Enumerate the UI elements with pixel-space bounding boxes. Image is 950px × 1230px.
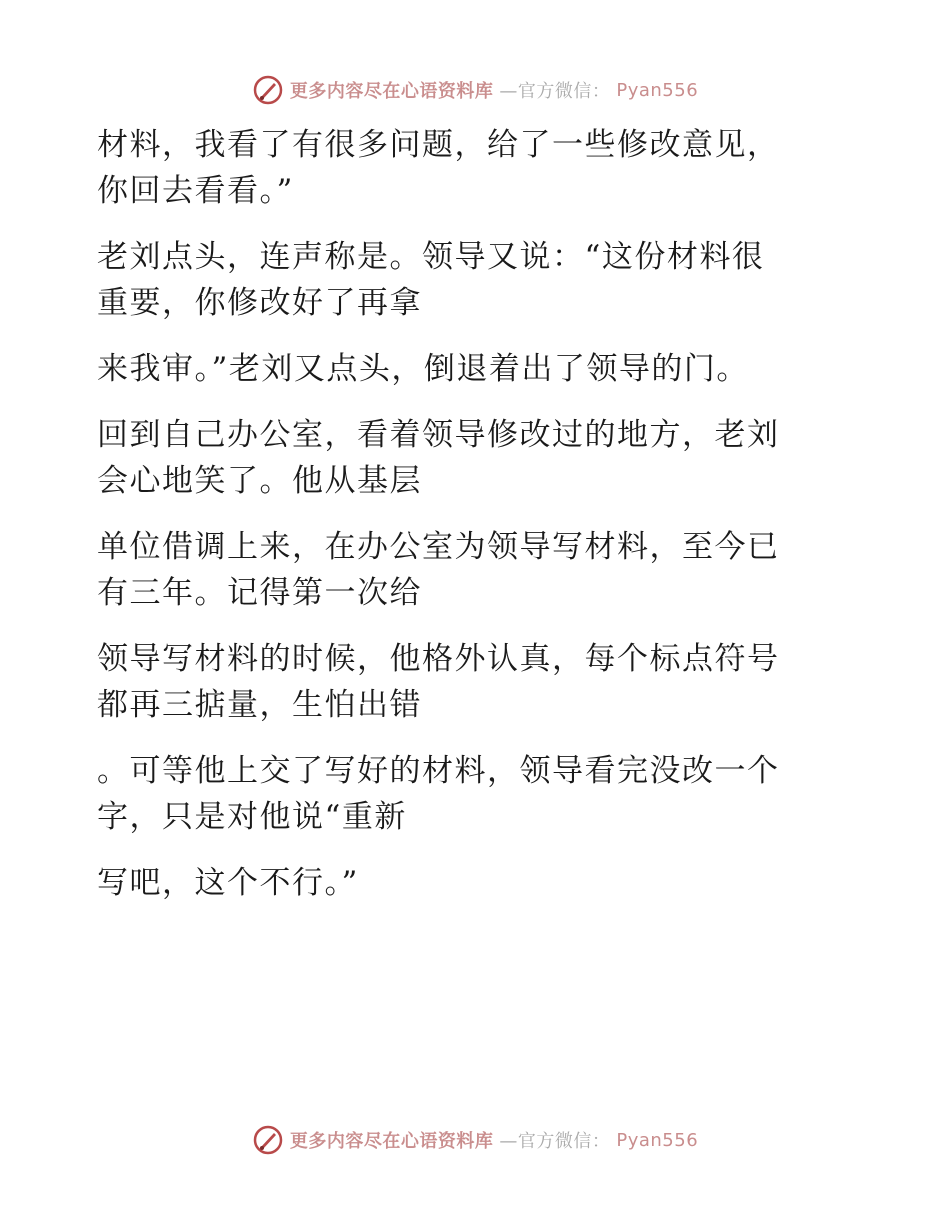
text-line: 来我审。”老刘又点头，倒退着出了领导的门。	[97, 351, 749, 387]
watermark-wechat-id: Pyan556	[616, 79, 699, 101]
text-line: 字，只是对他说“重新	[97, 799, 407, 835]
text-line: 领导写材料的时候，他格外认真，每个标点符号	[97, 641, 780, 677]
paragraph	[97, 524, 837, 616]
header-watermark	[0, 70, 950, 110]
paragraph	[97, 346, 837, 392]
footer-watermark	[0, 1120, 950, 1160]
paragraph	[97, 412, 837, 504]
text-line: 会心地笑了。他从基层	[97, 463, 422, 499]
paragraph	[97, 122, 837, 214]
text-line: 写吧，这个不行。”	[97, 865, 359, 901]
watermark-title: 更多内容尽在心语资料库	[289, 81, 494, 102]
quill-pen-logo-icon	[252, 74, 284, 106]
paragraph	[97, 860, 837, 906]
paragraph	[97, 636, 837, 728]
watermark-label: —官方微信：	[499, 81, 611, 102]
paragraph	[97, 234, 837, 326]
text-line: 单位借调上来，在办公室为领导写材料，至今已	[97, 529, 780, 565]
text-line: 材料，我看了有很多问题，给了一些修改意见，	[97, 127, 780, 163]
text-line: 你回去看看。”	[97, 173, 294, 209]
paragraph	[97, 748, 837, 840]
text-line: 有三年。记得第一次给	[97, 575, 422, 611]
text-line: 回到自己办公室，看着领导修改过的地方，老刘	[97, 417, 780, 453]
quill-pen-logo-icon	[252, 1124, 284, 1156]
text-line: 。可等他上交了写好的材料，领导看完没改一个	[97, 753, 780, 789]
watermark-wechat-id: Pyan556	[616, 1129, 699, 1151]
text-line: 重要，你修改好了再拿	[97, 285, 422, 321]
text-line: 老刘点头，连声称是。领导又说：“这份材料很	[97, 239, 765, 275]
text-line: 都再三掂量，生怕出错	[97, 687, 422, 723]
watermark-label: —官方微信：	[499, 1131, 611, 1152]
watermark-title: 更多内容尽在心语资料库	[289, 1131, 494, 1152]
document-body	[97, 122, 837, 926]
